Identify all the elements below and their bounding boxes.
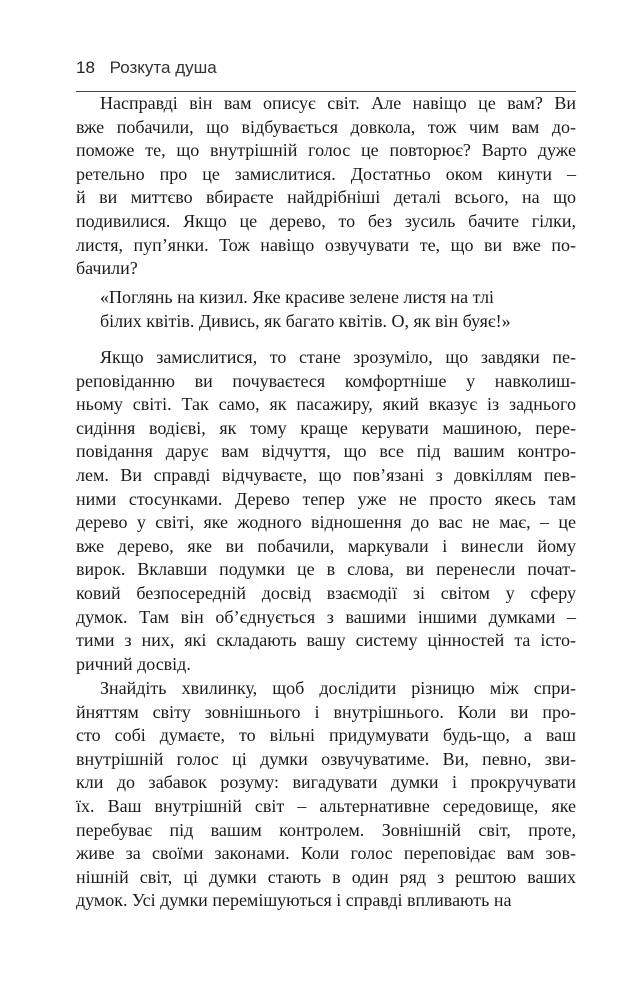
- text-line: листя, пуп’янки. Тож навіщо озвучувати те, що ви вже по-: [76, 234, 576, 255]
- text-line: нішній світ, ці думки стають в один ряд з рештою ваших: [76, 866, 576, 887]
- text-line: дерево у світі, яке жодного відношення до вас не має, – це: [76, 512, 576, 533]
- text-line: «Поглянь на кизил. Яке красиве зелене листя на тлі: [100, 287, 495, 307]
- running-title: Розкута душа: [109, 58, 217, 77]
- text-line: думок. Там він об’єднується з вашими іншими думками –: [76, 606, 576, 627]
- text-line: їх. Ваш внутрішній світ – альтернативне середовище, яке: [76, 795, 576, 816]
- text-line: бачили?: [76, 258, 138, 279]
- text-line: Знайдіть хвилинку, щоб дослідити різницю між спри-: [100, 678, 576, 698]
- text-line: ретельно про це замислитися. Достатньо оком кинути –: [76, 163, 576, 184]
- text-line: вже побачили, що відбувається довкола, тож чим вам до-: [76, 116, 576, 137]
- text-line: живе за своїми законами. Коли голос переповідає вам зов-: [76, 843, 576, 864]
- text-line: лем. Ви справді відчуваєте, що пов’язані з довкіллям пев-: [76, 464, 576, 485]
- text-line: поможе те, що внутрішній голос це повторює? Варто дуже: [76, 140, 576, 161]
- text-line: сидіння водієві, як тому краще керувати машиною, пере-: [76, 417, 576, 438]
- paragraph-1: [76, 92, 576, 281]
- block-quote: [76, 286, 576, 333]
- text-line: перебуває під вашим контролем. Зовнішній світ, проте,: [76, 819, 576, 840]
- text-line: ричний досвід.: [76, 653, 191, 674]
- text-line: вже дерево, яке ви побачили, маркували і винесли йому: [76, 535, 576, 556]
- paragraph-3: [76, 677, 576, 913]
- text-line: й ви миттєво вбираєте найдрібніші деталі всього, на що: [76, 187, 576, 208]
- text-line: реповіданню ви почуваєтеся комфортніше у навколиш-: [76, 370, 576, 391]
- text-line: ковий безпосередній досвід взаємодії зі світом у сферу: [76, 582, 576, 603]
- text-line: сто собі думаєте, то вільні придумувати будь-що, а ваш: [76, 725, 576, 746]
- text-line: тими з них, які складають вашу систему цінностей та істо-: [76, 630, 576, 651]
- text-line: подивилися. Якщо це дерево, то без зусиль бачите гілки,: [76, 210, 576, 231]
- text-line: ними стосунками. Дерево тепер уже не просто якесь там: [76, 488, 576, 509]
- text-line: внутрішній голос ці думки озвучуватиме. Ви, певно, зви-: [76, 748, 576, 769]
- text-line: кли до забавок розуму: вигадувати думки і прокручувати: [76, 772, 576, 793]
- text-line: вирок. Вклавши подумки це в слова, ви перенесли почат-: [76, 559, 576, 580]
- text-line: думок. Усі думки перемішуються і справді впливають на: [76, 890, 512, 911]
- page-number: 18: [76, 58, 95, 77]
- text-line: Насправді він вам описує світ. Але навіщо це вам? Ви: [100, 93, 576, 113]
- text-line: білих квітів. Дивись, як багато квітів. О, як він буяє!»: [100, 310, 511, 331]
- text-line: йняттям світу зовнішнього і внутрішнього. Коли ви про-: [76, 701, 576, 722]
- text-line: Якщо замислитися, то стане зрозуміло, що завдяки пе-: [100, 347, 576, 367]
- text-line: ньому світі. Так само, як пасажиру, який вказує із заднього: [76, 394, 576, 415]
- text-line: повідання дарує вам відчуття, що все під вашим контро-: [76, 441, 576, 462]
- paragraph-2: [76, 346, 576, 676]
- running-header: [76, 58, 217, 78]
